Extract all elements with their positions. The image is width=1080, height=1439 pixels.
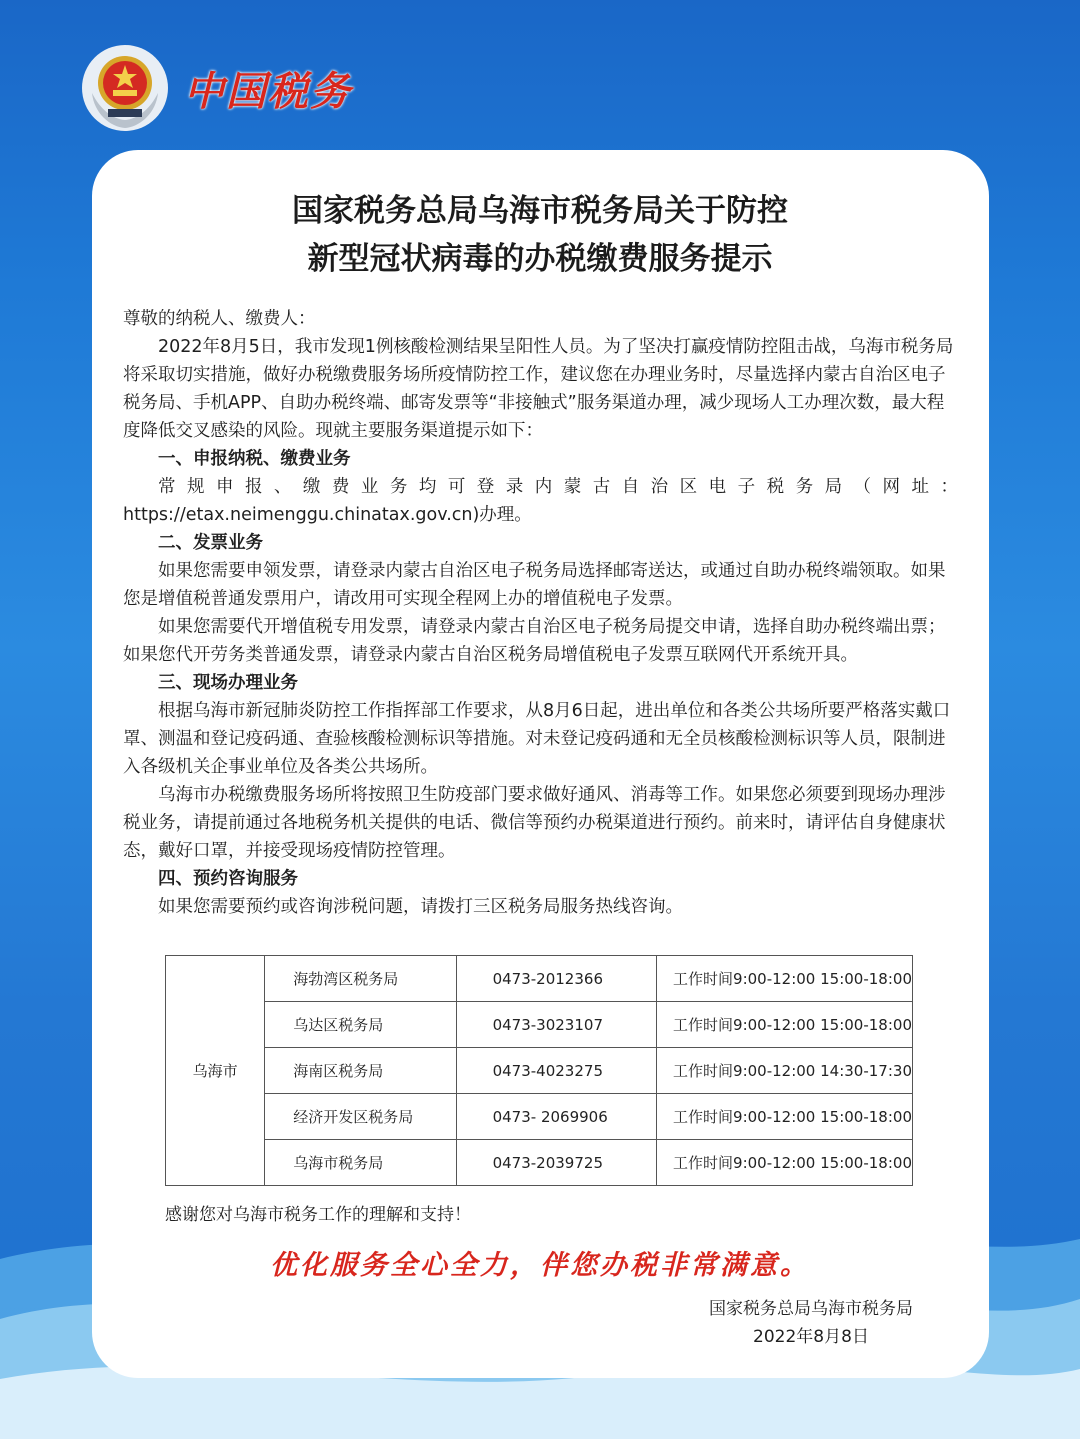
signature-block (709, 1295, 913, 1351)
city-cell: 乌海市 (166, 956, 265, 1186)
section-3-heading: 三、现场办理业务 (158, 673, 298, 693)
phone-cell: 0473-4023275 (456, 1048, 656, 1094)
section-3-paragraph-1: 根据乌海市新冠肺炎防控工作指挥部工作要求，从8月6日起，进出单位和各类公共场所要严格落实戴口罩、测温和登记疫码通、查验核酸检测标识等措施。对未登记疫码通和无全员核酸检测标识等人员，限制进入各级机关企事业单位及各类公共场所。 (123, 701, 951, 777)
thanks-text: 感谢您对乌海市税务工作的理解和支持！ (165, 1205, 471, 1225)
section-1-paragraph: 常规申报、缴费业务均可登录内蒙古自治区电子税务局（网址： (158, 477, 958, 497)
title-line-2: 新型冠状病毒的办税缴费服务提示 (307, 241, 773, 277)
table-row (166, 1140, 913, 1186)
header (80, 38, 352, 138)
section-4-heading: 四、预约咨询服务 (158, 869, 298, 889)
hours-cell: 工作时间9:00-12:00 15:00-18:00 (657, 1140, 913, 1186)
table-row (166, 1094, 913, 1140)
phone-cell: 0473-2012366 (456, 956, 656, 1002)
section-1-url: https://etax.neimenggu.chinatax.gov.cn)办理。 (123, 505, 532, 525)
table-row (166, 1048, 913, 1094)
hours-cell: 工作时间9:00-12:00 15:00-18:00 (657, 956, 913, 1002)
table-row (166, 1002, 913, 1048)
notice-title (0, 187, 1080, 283)
office-cell: 乌海市税务局 (265, 1140, 456, 1186)
section-2-paragraph-1: 如果您需要申领发票，请登录内蒙古自治区电子税务局选择邮寄送达，或通过自助办税终端领取。如果您是增值税普通发票用户，请改用可实现全程网上办的增值税电子发票。 (123, 561, 946, 609)
phone-cell: 0473-2039725 (456, 1140, 656, 1186)
table-row (166, 956, 913, 1002)
notice-body (123, 305, 958, 921)
title-line-1: 国家税务总局乌海市税务局关于防控 (292, 193, 788, 229)
hours-cell: 工作时间9:00-12:00 15:00-18:00 (657, 1002, 913, 1048)
signature-org: 国家税务总局乌海市税务局 (709, 1299, 913, 1319)
tax-emblem-icon (80, 43, 170, 133)
section-2-heading: 二、发票业务 (158, 533, 263, 553)
phone-cell: 0473- 2069906 (456, 1094, 656, 1140)
slogan: 优化服务全心全力，伴您办税非常满意。 (270, 1250, 810, 1281)
section-4-paragraph: 如果您需要预约或咨询涉税问题，请拨打三区税务局服务热线咨询。 (158, 897, 683, 917)
section-1-heading: 一、申报纳税、缴费业务 (158, 449, 351, 469)
section-2-paragraph-2: 如果您需要代开增值税专用发票，请登录内蒙古自治区电子税务局提交申请，选择自助办税终端出票；如果您代开劳务类普通发票，请登录内蒙古自治区税务局增值税电子发票互联网代开系统开具。 (123, 617, 946, 665)
hours-cell: 工作时间9:00-12:00 14:30-17:30 (657, 1048, 913, 1094)
signature-date: 2022年8月8日 (753, 1327, 869, 1347)
section-3-paragraph-2: 乌海市办税缴费服务场所将按照卫生防疫部门要求做好通风、消毒等工作。如果您必须要到现场办理涉税业务，请提前通过各地税务机关提供的电话、微信等预约办税渠道进行预约。前来时，请评估自身健康状态，戴好口罩，并接受现场疫情防控管理。 (123, 785, 946, 861)
hotline-table (165, 955, 913, 1186)
hours-cell: 工作时间9:00-12:00 15:00-18:00 (657, 1094, 913, 1140)
brand-name: 中国税务 (184, 67, 352, 115)
office-cell: 海勃湾区税务局 (265, 956, 456, 1002)
phone-cell: 0473-3023107 (456, 1002, 656, 1048)
office-cell: 海南区税务局 (265, 1048, 456, 1094)
salutation: 尊敬的纳税人、缴费人： (123, 309, 316, 329)
office-cell: 经济开发区税务局 (265, 1094, 456, 1140)
office-cell: 乌达区税务局 (265, 1002, 456, 1048)
intro-paragraph: 2022年8月5日，我市发现1例核酸检测结果呈阳性人员。为了坚决打赢疫情防控阻击战，乌海市税务局将采取切实措施，做好办税缴费服务场所疫情防控工作，建议您在办理业务时，尽量选择内蒙古自治区电子税务局、手机APP、自助办税终端、邮寄发票等“非接触式”服务渠道办理，减少现场人工办理次数，最大程度降低交叉感染的风险。现就主要服务渠道提示如下： (123, 337, 954, 441)
